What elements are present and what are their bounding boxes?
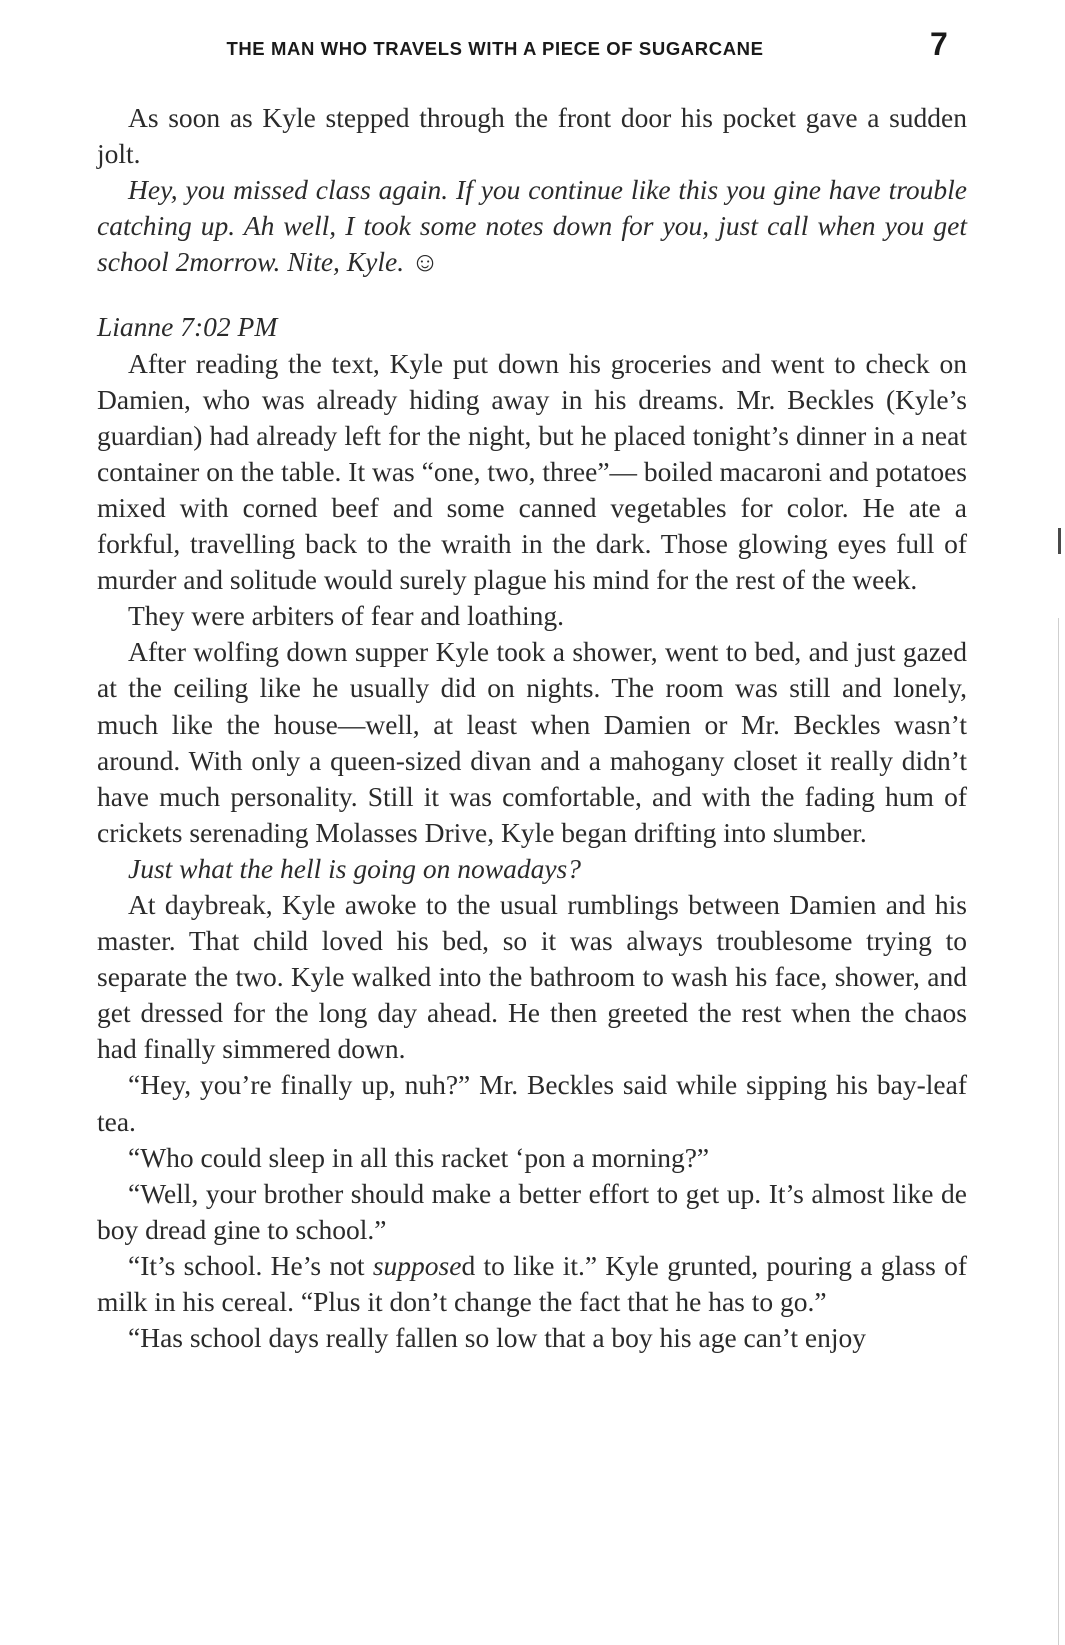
paragraph: After reading the text, Kyle put down his groceries and went to check on Damien, who was already hiding away in his dreams. Mr. Beckles (Kyle’s guardian) had already left for the night, but he placed tonight’s dinner in a neat container on the table. It was “one, two, three”— boiled macaroni and potatoes mixed with corned beef and some canned vegetables for color. He ate a forkful, travelling back to the wraith in the dark. Those glowing eyes full of murder and solitude would surely plague his mind for the rest of the week. <box>97 347 967 596</box>
dialogue-paragraph: “Has school days really fallen so low that a boy his age can’t enjoy <box>128 1322 866 1354</box>
text-message-sender: Lianne 7:02 PM <box>97 311 278 343</box>
dialogue-paragraph <box>97 1248 967 1320</box>
dialogue-paragraph: “Well, your brother should make a better effort to get up. It’s almost like de boy dread gine to school.” <box>97 1177 967 1245</box>
page-edge-line <box>1058 618 1059 1645</box>
inner-thought: Just what the hell is going on nowadays? <box>128 852 581 884</box>
dialogue-segment: “It’s school. He’s not <box>128 1249 373 1281</box>
running-head-title: THE MAN WHO TRAVELS WITH A PIECE OF SUGARCANE <box>226 38 764 59</box>
page-edge-mark <box>1058 528 1061 554</box>
paragraph: At daybreak, Kyle awoke to the usual rumblings between Damien and his master. That child loved his bed, so it was always troublesome trying to separate the two. Kyle walked into the bathroom to wash his face, shower, and get dressed for the long day ahead. He then greeted the rest when the chaos had finally simmered down. <box>97 888 967 1065</box>
page-number: 7 <box>930 26 948 62</box>
body-text <box>97 100 967 1356</box>
paragraph: After wolfing down supper Kyle took a shower, went to bed, and just gazed at the ceiling like he usually did on nights. The room was still and lonely, much like the house—well, at least when Damien or Mr. Beckles wasn’t around. With only a queen-sized divan and a mahogany closet it really didn’t have much personality. Still it was comfortable, and with the fading hum of crickets serenading Molasses Drive, Kyle began drifting into slumber. <box>97 636 967 848</box>
emphasized-word: suppose <box>372 1249 462 1281</box>
dialogue-paragraph: “Hey, you’re finally up, nuh?” Mr. Beckles said while sipping his bay-leaf tea. <box>97 1069 967 1137</box>
paragraph: They were arbiters of fear and loathing. <box>128 600 564 632</box>
text-message: Hey, you missed class again. If you continue like this you gine have trouble catching up. Ah well, I took some notes down for you, just call when you get school 2morrow. Nite, Kyle. ☺ <box>97 174 967 278</box>
dialogue-paragraph: “Who could sleep in all this racket ‘pon a morning?” <box>128 1141 710 1173</box>
dialogue-segment: d to like it.” Kyle grunted, pouring a glass of milk in his cereal. “Plus it don’t change the fact that he has to go.” <box>97 1249 967 1317</box>
paragraph: As soon as Kyle stepped through the front door his pocket gave a sudden jolt. <box>97 102 967 170</box>
